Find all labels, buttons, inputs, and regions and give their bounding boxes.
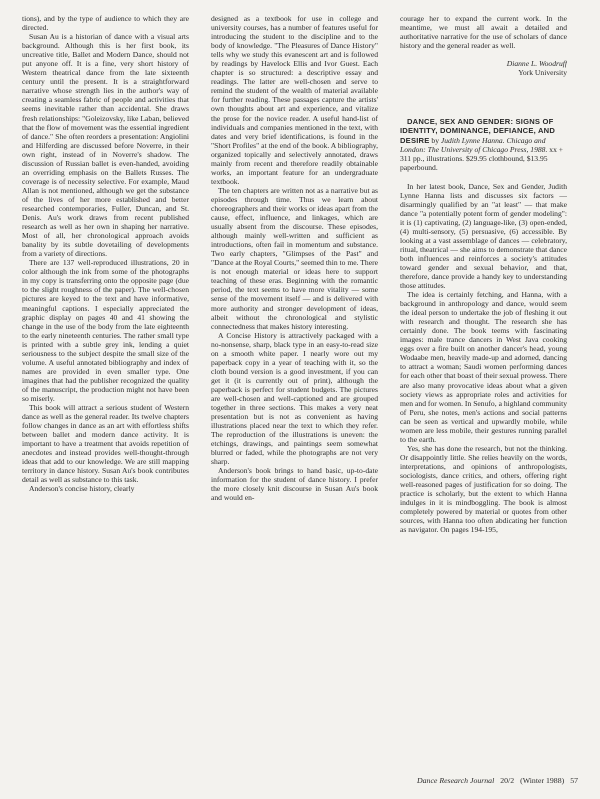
paragraph: Anderson's concise history, clearly: [29, 484, 135, 494]
paragraph: A Concise History is attractively packaged with a no-nonsense, sharp, black type in an easy-to-read size on a smooth white paper. I nearly wore out my paperback copy in a year of teaching with it, so the cloth bound version is a good investment, if you can get it (it is currently out of print), although the paperback is perfect for student budgets. The pictures are well-chosen and well-captioned and are grouped together in three sections. This makes a very neat presentation but is not as convenient as having illustrations placed near the text to which they refer. The reproduction of the illustrations is uneven: the etchings, drawings, and paintings seem somewhat blurred or faded, while the photographs are not very sharp.: [211, 330, 378, 467]
review-publisher: Chicago and London: The University of Chicago Press, 1988.: [400, 135, 548, 154]
page-number: 57: [570, 776, 578, 785]
paragraph: This book will attract a serious student of Western dance as well as the general reader. Its twelve chapters follow changes in dance as an art with effortless shifts between ballet and modern dance activity. It is important to have a treatment that avoids repetition of anecdotes and instead provides well-thought-through ideas that add to our knowledge. We are still mapping territory in dance history. Susan Au's book contributes detail as well as substance to this task.: [22, 403, 189, 485]
paragraph: The ten chapters are written not as a narrative but as episodes through time. Thus we learn about choreographers and their works or ideas apart from the cause, effect, influence, and linkages, which are usually absent from the discourse. These episodes, although mainly well-written and sufficient as introductions, often fail in momentum and substance. Two early chapters, "Glimpses of the Past" and "Dance at the Royal Courts," seemed thin to me. There is not enough material or ideas here to support teaching of these eras. Beginning with the romantic period, the text seems to have more vitality — some sense of the movement itself — and is delivered with more authority and stronger development of ideas, albeit without the chronological and stylistic connectedness that makes history interesting.: [211, 185, 378, 331]
review-book-author: Judith Lynne Hanna: [440, 135, 503, 145]
paragraph: Susan Au is a historian of dance with a visual arts background. Although this is her first book, its uncreative title, Ballet and Modern Dance, should not put anyone off. It is a fine, very short history of Western theatrical dance from the late sixteenth century until the present. It is a straightforward narrative whose strength lies in the author's way of creating a seamless fabric of people and activities that seems inevitable rather than accidental. She draws fresh relationships: "Goleizovsky, like Laban, believed that the flow of movement was the essential ingredient of dance." She often reorders a presentation: Angiolini and Hilferding are discussed before Noverre, in their own right, instead of in Noverre's shadow. The discussion of Russian ballet is even-handed, avoiding an overriding emphasis on the Ballets Russes. The coverage is of necessity selective. For example, Maud Allan is not mentioned, although we get the substance of the lives of her more established and better researched contemporaries, Fuller, Duncan, and St. Denis. Au's work draws from recent published research as well as her own in shaping her narrative. Most of all, her chronological approach avoids banality by its subtle dovetailing of developments from a variety of directions.: [22, 32, 189, 259]
journal-issue: 20/2: [500, 776, 515, 785]
column-1: [22, 14, 189, 776]
review-book-title: DANCE, SEX AND GENDER: SIGNS OF IDENTITY, DOMINANCE, DEFIANCE, AND DESIRE: [400, 117, 556, 145]
paragraph: Yes, she has done the research, but not the thinking. Or disappointly little. She relies heavily on the words, interpretations, and opinions of anthropologists, sociologists, dance critics, and others, offering right well-reasoned pages of justification for so doing. The practice is scholarly, but the extent to which Hanna indulges in it is mindboggling. The book is almost completely powered by material or quotes from other sources, with Hanna too often abdicating her function as navigator. On pages 194-195,: [400, 443, 567, 535]
paragraph: courage her to expand the current work. In the meantime, we must all await a detailed and authoritative narrative for the use of scholars of dance history and the general reader as well.: [400, 14, 567, 51]
review-by: by: [431, 135, 439, 145]
review-heading: DANCE, SEX AND GENDER: SIGNS OF IDENTITY, DOMINANCE, DEFIANCE, AND DESIRE by Judith Lynne Hanna. Chicago and London: The University of Chicago Press, 1988. xx + 311 pp., illustrations. $29.95 clothbound, $13.95 paperbound.: [400, 117, 564, 173]
paragraph: There are 137 well-reproduced illustrations, 20 in color although the ink from some of the photographs in my copy is transferring onto the opposite page (due to the slight roughness of the paper). The well-chosen pictures are keyed to the text and have informative, meaningful captions. I especially appreciated the graphic display on pages 40 and 41 showing the change in the use of the body from the late eighteenth to the early nineteenth centuries. The rather small type is printed with a subtle grey ink, lending a quiet seriousness to the subject despite the small size of the volume. A useful annotated bibliography and index of names are provided in even smaller type. One imagines that had the publisher recognized the quality of the manuscript, the production might not have been so miserly.: [22, 258, 189, 403]
text-columns: [22, 14, 580, 776]
column-2: [211, 14, 378, 776]
reviewer-name: Dianne L. Woodruff: [506, 59, 567, 69]
review-details: xx + 311 pp., illustrations. $29.95 clothbound, $13.95 paperbound.: [400, 144, 564, 173]
page-footer: [417, 776, 578, 785]
journal-season: (Winter 1988): [520, 776, 565, 785]
paragraph: tions), and by the type of audience to which they are directed.: [22, 14, 189, 33]
paragraph: designed as a textbook for use in college and university courses, has a number of features useful for introducing the student to the discipline and to the body of knowledge. "The Pleasures of Dance History" tells why we study this evanescent art and is followed by readings by Havelock Ellis and Ivor Guest. Each chapter is so structured: a descriptive essay and readings. The latter are well-chosen and serve to remind the student of the wealth of material available for further reading. These passages capture the artists' own thoughts about art and experience, and vitalize the prose for the novice reader. A useful hand-list of individuals and companies mentioned in the text, with dates and very brief identifications, is found in the "Short Profiles" at the end of the book. A bibliography, organized topically and selectively annotated, draws mainly from recent and therefore readily obtainable works, an important feature for an undergraduate textbook.: [211, 14, 378, 186]
paragraph: Anderson's book brings to hand basic, up-to-date information for the student of dance history. I prefer the more closely knit discourse in Susan Au's book and would en-: [211, 466, 378, 503]
paragraph: In her latest book, Dance, Sex and Gender, Judith Lynne Hanna lists and discusses six factors — disarmingly qualified by an "at least" — that make dance "a potentially potent form of gender modeling": it is (1) captivating, (2) language-like, (3) open-ended, (4) multi-sensory, (5) persuasive, (6) accessible. By looking at a vast assemblage of dances — celebratory, ritual, theatrical — she aims to demonstrate that dance both influences and reinforces a society's attitudes toward gender and sexual behavior, and that, therefore, dance provide a handy key to understanding those attitudes.: [400, 181, 567, 291]
journal-name: Dance Research Journal: [417, 776, 495, 785]
paragraph: The idea is certainly fetching, and Hanna, with a background in anthropology and dance, would seem the ideal person to undertake the job of fleshing it out with research and thought. The research she has certainly done. The book teems with fascinating images: male trance dancers in West Java cooking eggs over a fire built on another dancer's head, young Wodaabe men, heavily made-up and adorned, dancing to attract a woman; Saudi women performing dances for each other that boast of their sexual prowess. There are also many provocative ideas about what a given society views as appropriate roles and activities for men and for women. In Senufo, a highland community of Peru, she notes, men's actions and social patterns can be seen as vertical and upwardly mobile, while women are less mobile, their gestures running parallel to the earth.: [400, 290, 567, 444]
reviewer-affiliation: York University: [518, 68, 567, 78]
column-3: [400, 14, 567, 776]
